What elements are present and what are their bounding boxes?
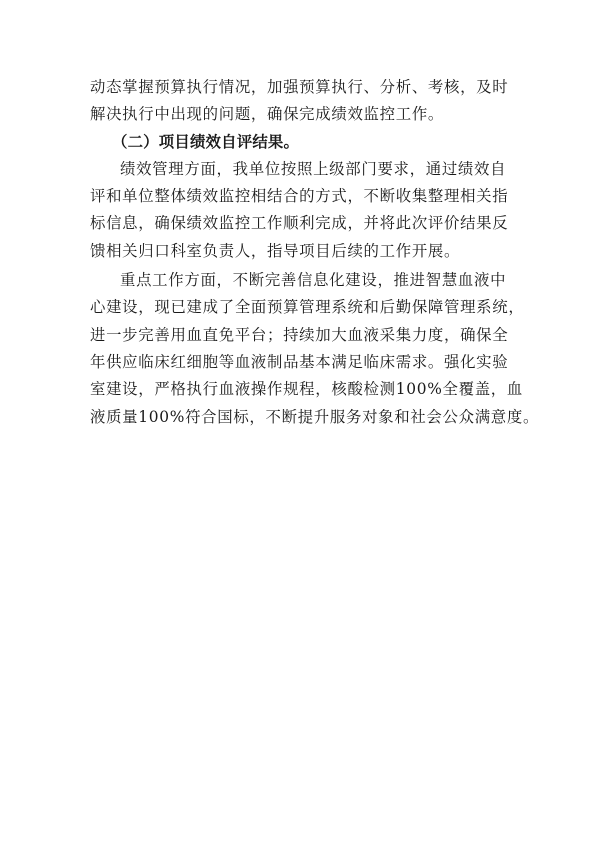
document-body: [90, 74, 540, 431]
paragraph-line: 动态掌握预算执行情况，加强预算执行、分析、考核，及时: [90, 78, 509, 96]
paragraph-line: 心建设，现已建成了全面预算管理系统和后勤保障管理系统，: [90, 298, 525, 317]
paragraph-line: 馈相关归口科室负责人，指导项目后续的工作开展。: [90, 241, 461, 260]
paragraph-line: 解决执行中出现的问题，确保完成绩效监控工作。: [90, 105, 444, 124]
paragraph-line: 进一步完善用血直免平台；持续加大血液采集力度，确保全: [90, 325, 509, 344]
paragraph-line: 年供应临床红细胞等血液制品基本满足临床需求。强化实验: [90, 352, 509, 371]
paragraph-line: 绩效管理方面，我单位按照上级部门要求，通过绩效自: [120, 159, 507, 178]
paragraph-line: 液质量100%符合国标，不断提升服务对象和社会公众满意度。: [90, 407, 540, 426]
paragraph-budget-execution: [90, 74, 520, 129]
paragraph-key-work: [90, 267, 540, 431]
paragraph-line: 标信息，确保绩效监控工作顺利完成，并将此次评价结果反: [90, 214, 509, 233]
section-heading: （二）项目绩效自评结果。: [112, 132, 300, 151]
paragraph-line: 室建设，严格执行血液操作规程，核酸检测100%全覆盖，血: [90, 380, 523, 399]
paragraph-line: 重点工作方面，不断完善信息化建设，推进智慧血液中: [120, 271, 507, 290]
paragraph-performance-management: [90, 156, 520, 265]
paragraph-line: 评和单位整体绩效监控相结合的方式，不断收集整理相关指: [90, 187, 509, 206]
